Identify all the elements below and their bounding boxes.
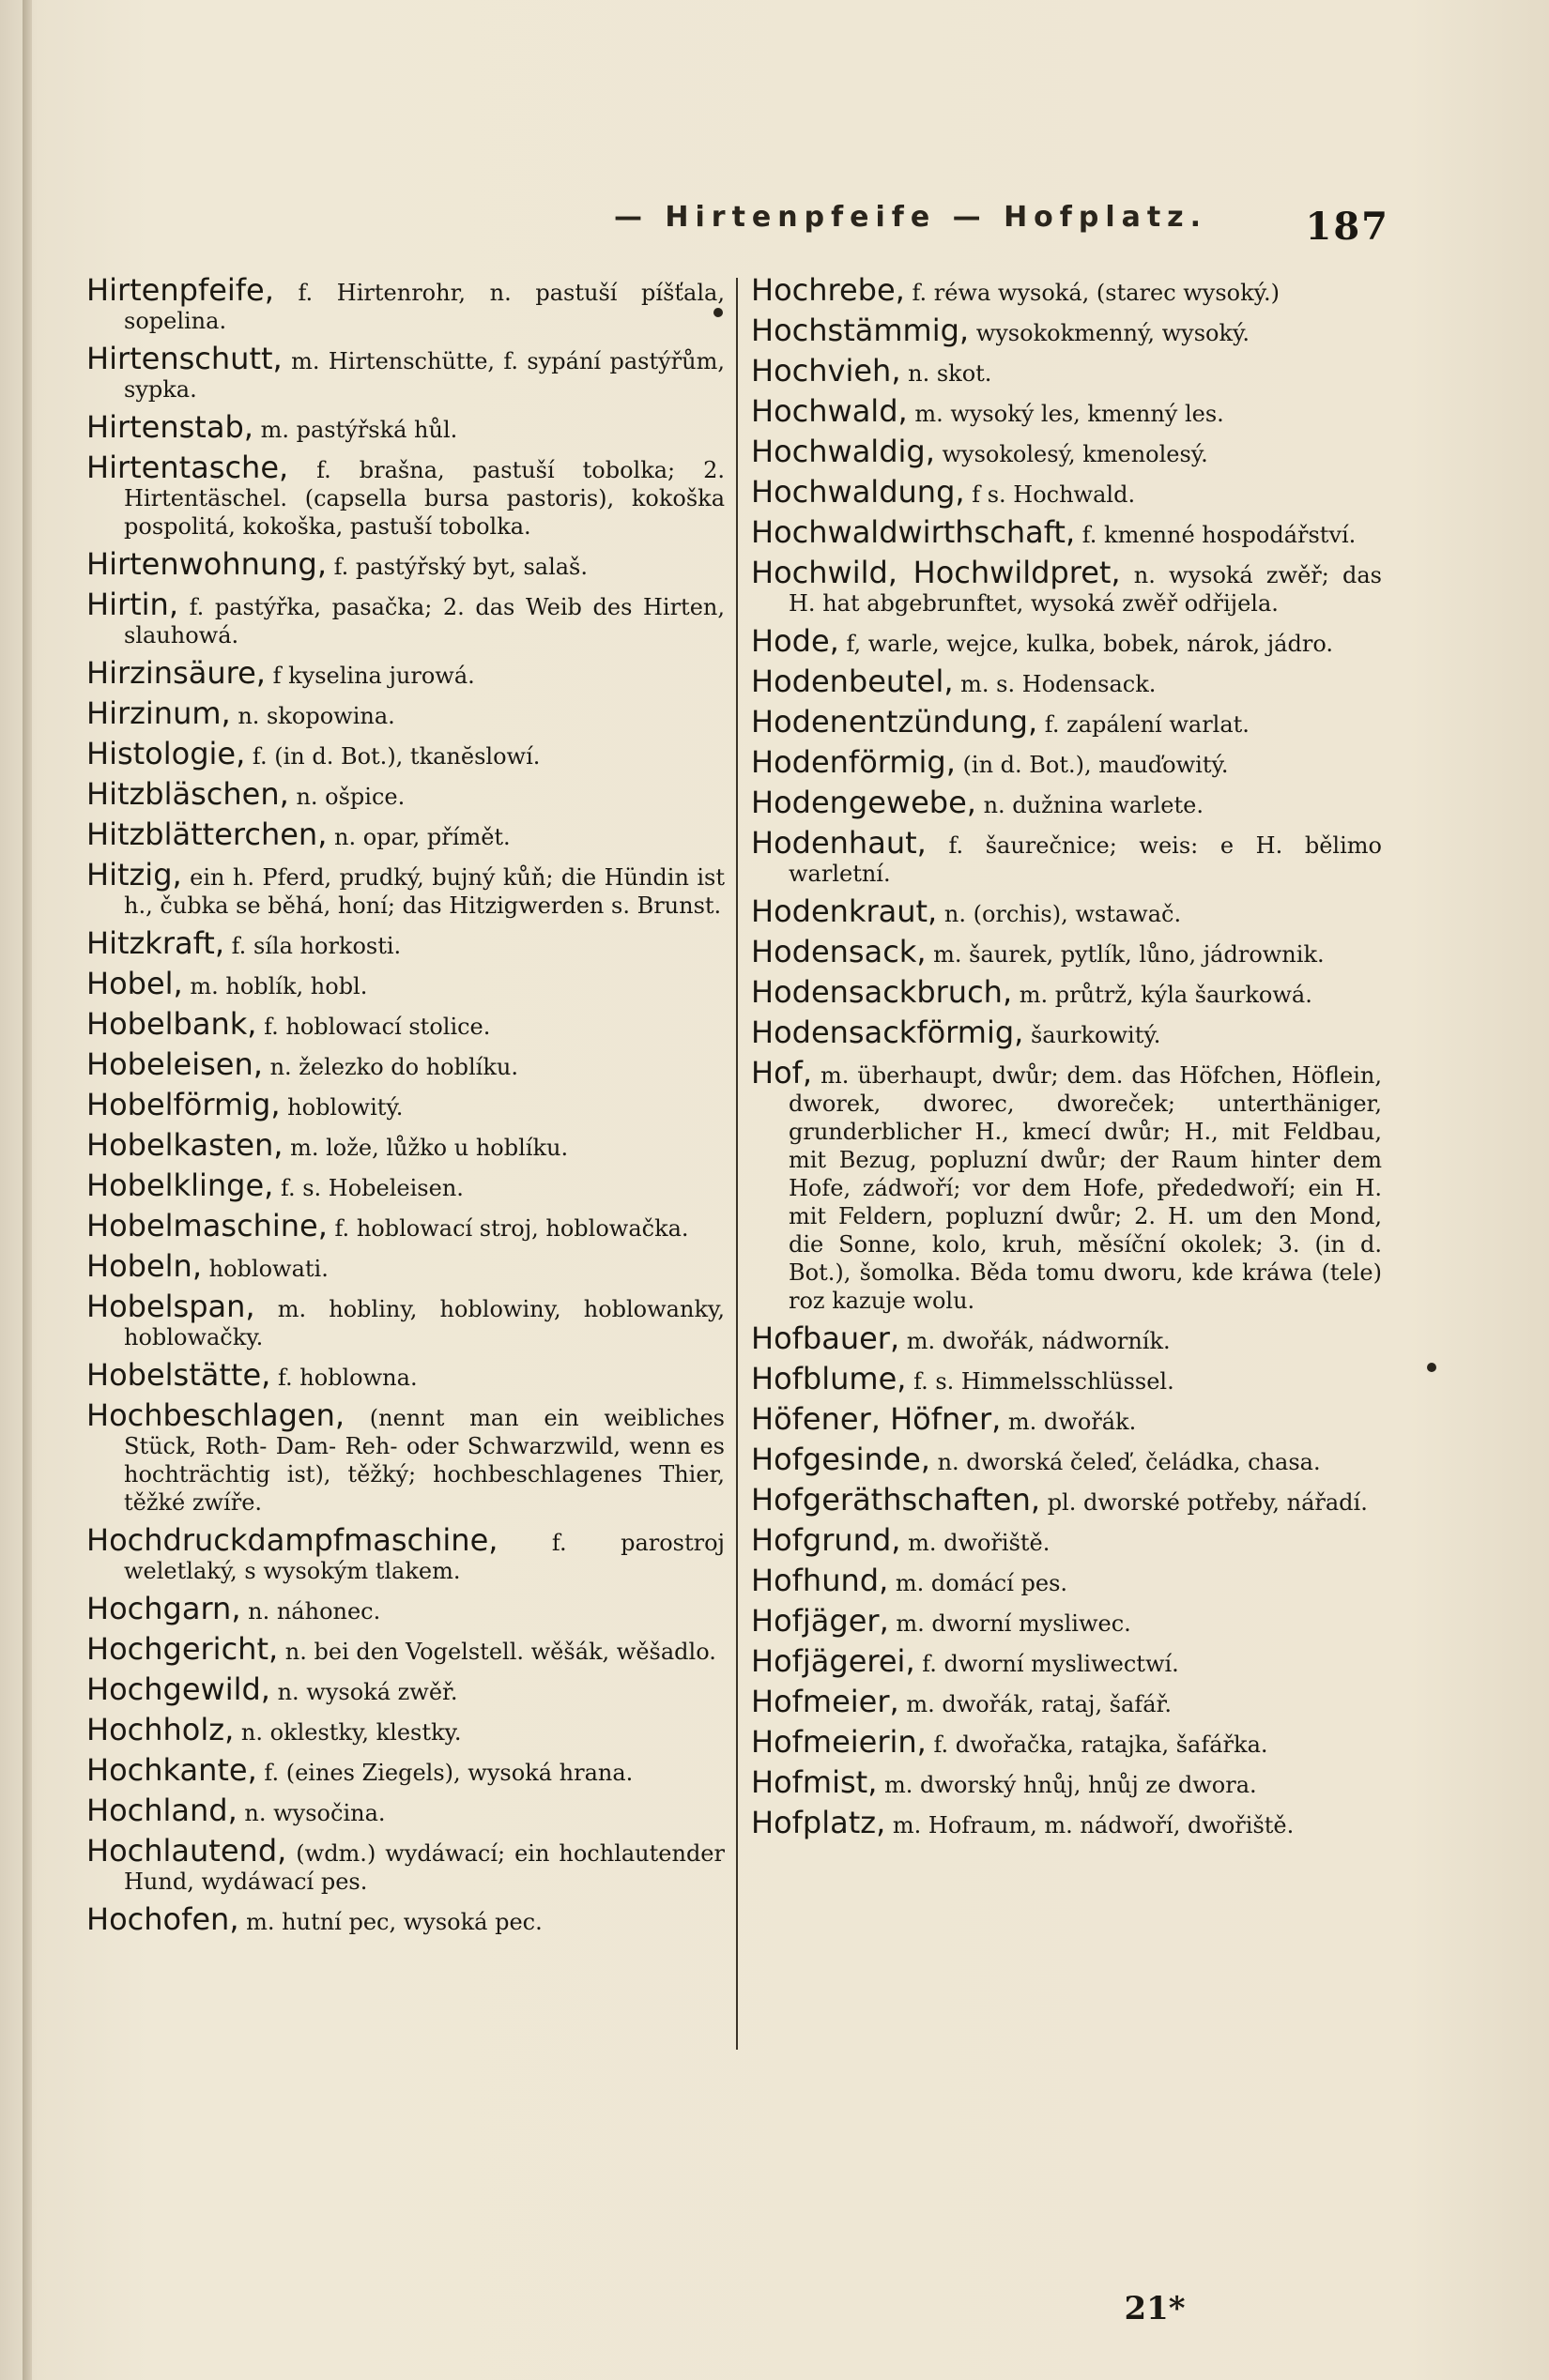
entry-headword: Hochbeschlagen, bbox=[86, 1397, 345, 1433]
dictionary-entry bbox=[751, 1055, 1382, 1315]
entry-definition: n. opar, přímět. bbox=[334, 824, 511, 850]
entry-definition: n. wysoká zwěř; das H. hat abgebrunftet, wysoká zwěř odřijela. bbox=[789, 562, 1382, 617]
dictionary-entry bbox=[86, 409, 725, 445]
entry-headword: Hodenkraut, bbox=[751, 893, 938, 929]
entry-definition: m. wysoký les, kmenný les. bbox=[914, 401, 1224, 427]
dictionary-entry bbox=[86, 1631, 725, 1667]
entry-headword: Hof, bbox=[751, 1055, 813, 1091]
left-column bbox=[86, 272, 726, 1945]
entry-definition: f. s. Himmelsschlüssel. bbox=[913, 1368, 1174, 1395]
entry-definition: f. zapálení warlat. bbox=[1044, 711, 1250, 738]
entry-definition: m. dworský hnůj, hnůj ze dwora. bbox=[884, 1772, 1257, 1798]
entry-headword: Hofmist, bbox=[751, 1764, 878, 1800]
entry-headword: Hobelbank, bbox=[86, 1006, 257, 1042]
entry-definition: f. réwa wysoká, (starec wysoký.) bbox=[912, 280, 1281, 306]
dictionary-entry bbox=[751, 704, 1382, 740]
entry-definition: m. Hofraum, m. nádwoří, dwořiště. bbox=[892, 1812, 1295, 1838]
dictionary-entry bbox=[86, 736, 725, 771]
entry-headword: Hirtenschutt, bbox=[86, 341, 283, 376]
entry-definition: f. kmenné hospodářství. bbox=[1081, 522, 1357, 548]
entry-headword: Hobelstätte, bbox=[86, 1357, 271, 1393]
dictionary-entry bbox=[751, 1320, 1382, 1356]
dictionary-entry bbox=[86, 587, 725, 649]
dictionary-entry bbox=[751, 1563, 1382, 1598]
right-column bbox=[751, 272, 1382, 1849]
dictionary-entry bbox=[86, 776, 725, 812]
entry-headword: Hobeln, bbox=[86, 1248, 202, 1284]
entry-headword: Hobelförmig, bbox=[86, 1087, 281, 1122]
entry-definition: (nennt man ein weibliches Stück, Roth- Dam- Reh- oder Schwarzwild, wenn es hochträchtig ist), těžký; hochbeschlagenes Thier, těžké zwíře. bbox=[124, 1405, 725, 1516]
entry-definition: m. domácí pes. bbox=[895, 1570, 1068, 1596]
entry-definition: m. průtrž, kýla šaurkowá. bbox=[1019, 982, 1312, 1008]
dictionary-entry bbox=[86, 1712, 725, 1747]
dictionary-entry bbox=[751, 555, 1382, 618]
entry-headword: Hofbauer, bbox=[751, 1320, 900, 1356]
dictionary-entry bbox=[751, 272, 1382, 308]
running-title: — Hirtenpfeife — Hofplatz. bbox=[613, 201, 1208, 234]
dictionary-entry bbox=[86, 1046, 725, 1082]
entry-definition: m. dwořiště. bbox=[908, 1530, 1051, 1556]
dictionary-entry bbox=[86, 1357, 725, 1393]
entry-definition: m. šaurek, pytlík, lůno, jádrownik. bbox=[933, 941, 1325, 968]
entry-headword: Hirtenpfeife, bbox=[86, 272, 274, 308]
entry-definition: m. dwořák, nádworník. bbox=[906, 1328, 1171, 1354]
entry-headword: Hofgeräthschaften, bbox=[751, 1482, 1041, 1518]
entry-definition: n. skopowina. bbox=[238, 703, 395, 729]
entry-definition: f s. Hochwald. bbox=[972, 481, 1136, 508]
dictionary-entry bbox=[751, 1482, 1382, 1518]
dictionary-entry bbox=[86, 1522, 725, 1585]
entry-headword: Hobelkasten, bbox=[86, 1127, 284, 1163]
entry-headword: Hofhund, bbox=[751, 1563, 889, 1598]
dictionary-entry bbox=[751, 1015, 1382, 1050]
dictionary-entry bbox=[751, 825, 1382, 888]
entry-definition: m. überhaupt, dwůr; dem. das Höfchen, Höflein, dworek, dworec, dworeček; unterthäniger, grunderblicher H., kmecí dwůr; H., mit Feldbau, mit Bezug, popluzní dwůr; der Raum hinter dem Hofe, zádwoří; vor dem Hofe, přededwoří; ein H. mit Feldern, popluzní dwůr; 2. H. um den Mond, die Sonne, kolo, kruh, měsíční okolek; 3. (in d. Bot.), šomolka. Běda tomu dworu, kde kráwa (tele) roz kazuje wolu. bbox=[789, 1062, 1382, 1314]
dictionary-entry bbox=[751, 785, 1382, 820]
entry-headword: Hochwald, bbox=[751, 393, 908, 429]
entry-headword: Hochholz, bbox=[86, 1712, 235, 1747]
entry-headword: Hochwild, Hochwildpret, bbox=[751, 555, 1121, 590]
entry-headword: Hobel, bbox=[86, 966, 183, 1001]
entry-headword: Hochgarn, bbox=[86, 1591, 241, 1626]
entry-headword: Hochrebe, bbox=[751, 272, 905, 308]
dictionary-entry bbox=[86, 816, 725, 852]
entry-definition: f. pastýřka, pasačka; 2. das Weib des Hirten, slauhowá. bbox=[124, 594, 725, 648]
entry-definition: n. ošpice. bbox=[296, 784, 406, 810]
entry-definition: f. pastýřský byt, salaš. bbox=[333, 554, 588, 580]
entry-headword: Hochland, bbox=[86, 1793, 238, 1828]
page-number: 187 bbox=[1305, 205, 1389, 249]
dictionary-entry bbox=[751, 434, 1382, 469]
entry-headword: Histologie, bbox=[86, 736, 246, 771]
entry-definition: wysokolesý, kmenolesý. bbox=[942, 441, 1208, 467]
entry-headword: Hofjäger, bbox=[751, 1603, 889, 1639]
dictionary-entry bbox=[751, 353, 1382, 389]
entry-definition: f kyselina jurowá. bbox=[272, 663, 475, 689]
entry-headword: Hofmeier, bbox=[751, 1684, 899, 1719]
dictionary-entry bbox=[86, 1397, 725, 1517]
entry-definition: m. dwořák, rataj, šafář. bbox=[906, 1691, 1172, 1717]
entry-definition: ein h. Pferd, prudký, bujný kůň; die Hündin ist h., čubka se běhá, honí; das Hitzigwerden s. Brunst. bbox=[124, 864, 726, 919]
entry-headword: Hobelspan, bbox=[86, 1289, 255, 1324]
entry-definition: m. hobliny, hoblowiny, hoblowanky, hoblowačky. bbox=[124, 1296, 725, 1350]
entry-headword: Hodensackförmig, bbox=[751, 1015, 1024, 1050]
dictionary-entry bbox=[751, 1603, 1382, 1639]
entry-headword: Hochkante, bbox=[86, 1752, 257, 1788]
entry-headword: Hochwaldwirthschaft, bbox=[751, 514, 1076, 550]
entry-headword: Hobelmaschine, bbox=[86, 1208, 328, 1243]
entry-headword: Hochlautend, bbox=[86, 1833, 287, 1869]
entry-definition: m. Hirtenschütte, f. sypání pastýřům, sypka. bbox=[124, 348, 725, 403]
dictionary-entry bbox=[751, 1361, 1382, 1396]
entry-headword: Hofplatz, bbox=[751, 1805, 886, 1840]
entry-headword: Hodenförmig, bbox=[751, 744, 956, 780]
entry-definition: m. dworní mysliwec. bbox=[896, 1610, 1131, 1637]
entry-definition: wysokokmenný, wysoký. bbox=[975, 320, 1250, 346]
ink-speck bbox=[713, 308, 723, 317]
entry-headword: Hofmeierin, bbox=[751, 1724, 927, 1760]
entry-definition: šaurkowitý. bbox=[1030, 1022, 1161, 1048]
entry-definition: f. (in d. Bot.), tkanĕslowí. bbox=[252, 743, 541, 770]
entry-definition: m. pastýřská hůl. bbox=[260, 417, 458, 443]
page-binding-edge bbox=[23, 0, 32, 2380]
entry-definition: n. bei den Vogelstell. wěšák, wěšadlo. bbox=[284, 1639, 716, 1665]
entry-headword: Hitzig, bbox=[86, 857, 182, 892]
entry-headword: Hirtentasche, bbox=[86, 450, 289, 485]
entry-headword: Hochstämmig, bbox=[751, 313, 970, 348]
entry-definition: m. lože, lůžko u hoblíku. bbox=[290, 1135, 569, 1161]
entry-definition: (in d. Bot.), mauďowitý. bbox=[962, 752, 1229, 778]
entry-definition: m. hoblík, hobl. bbox=[190, 973, 368, 999]
entry-definition: n. železko do hoblíku. bbox=[269, 1054, 518, 1080]
entry-definition: f. (eines Ziegels), wysoká hrana. bbox=[264, 1760, 634, 1786]
dictionary-entry bbox=[751, 934, 1382, 969]
entry-headword: Hofgrund, bbox=[751, 1522, 901, 1558]
dictionary-entry bbox=[751, 1522, 1382, 1558]
entry-definition: f, warle, wejce, kulka, bobek, nárok, jádro. bbox=[846, 631, 1333, 657]
entry-headword: Hitzblätterchen, bbox=[86, 816, 328, 852]
entry-definition: m. dwořák. bbox=[1007, 1409, 1137, 1435]
entry-headword: Hode, bbox=[751, 623, 839, 659]
dictionary-entry bbox=[751, 1724, 1382, 1760]
dictionary-entry bbox=[86, 1833, 725, 1896]
dictionary-entry bbox=[751, 623, 1382, 659]
dictionary-entry bbox=[751, 514, 1382, 550]
entry-definition: n. dužnina warlete. bbox=[983, 792, 1204, 818]
entry-definition: f. parostroj weletlaký, s wysokým tlakem. bbox=[124, 1530, 725, 1584]
entry-definition: n. dworská čeleď, čeládka, chasa. bbox=[937, 1449, 1321, 1475]
entry-headword: Hochvieh, bbox=[751, 353, 901, 389]
entry-definition: f. šaurečnice; weis: e H. bělimo warletní. bbox=[789, 832, 1382, 887]
entry-definition: f. Hirtenrohr, n. pastuší píšťala, sopelina. bbox=[124, 280, 725, 334]
dictionary-entry bbox=[86, 695, 725, 731]
dictionary-entry bbox=[86, 1591, 725, 1626]
dictionary-entry bbox=[751, 1401, 1382, 1437]
dictionary-entry bbox=[86, 1671, 725, 1707]
entry-headword: Hodenhaut, bbox=[751, 825, 927, 861]
dictionary-entry bbox=[86, 1167, 725, 1203]
dictionary-entry bbox=[751, 1643, 1382, 1679]
entry-definition: n. náhonec. bbox=[248, 1598, 381, 1625]
entry-definition: hoblowati. bbox=[208, 1256, 329, 1282]
entry-headword: Hochwaldung, bbox=[751, 474, 965, 510]
entry-headword: Hitzkraft, bbox=[86, 925, 225, 961]
entry-definition: (wdm.) wydáwací; ein hochlautender Hund, wydáwací pes. bbox=[124, 1840, 725, 1895]
dictionary-entry bbox=[86, 655, 725, 691]
dictionary-entry bbox=[86, 272, 725, 335]
entry-definition: hoblowitý. bbox=[287, 1094, 404, 1121]
dictionary-entry bbox=[86, 1289, 725, 1351]
dictionary-entry bbox=[86, 966, 725, 1001]
dictionary-entry bbox=[86, 1901, 725, 1937]
ink-speck bbox=[1427, 1363, 1436, 1372]
entry-definition: m. hutní pec, wysoká pec. bbox=[246, 1909, 543, 1935]
entry-headword: Hodensackbruch, bbox=[751, 974, 1013, 1010]
entry-headword: Hirzinsäure, bbox=[86, 655, 266, 691]
entry-definition: f. s. Hobeleisen. bbox=[280, 1175, 464, 1201]
entry-headword: Hodenbeutel, bbox=[751, 664, 954, 699]
entry-definition: pl. dworské potřeby, nářadí. bbox=[1047, 1489, 1368, 1516]
dictionary-entry bbox=[751, 474, 1382, 510]
dictionary-entry bbox=[751, 1684, 1382, 1719]
dictionary-entry bbox=[751, 1805, 1382, 1840]
entry-headword: Hodenentzündung, bbox=[751, 704, 1038, 740]
entry-headword: Hofjägerei, bbox=[751, 1643, 915, 1679]
entry-headword: Hodengewebe, bbox=[751, 785, 976, 820]
entry-definition: n. wysoká zwěř. bbox=[277, 1679, 458, 1705]
signature-mark: 21* bbox=[1124, 2290, 1186, 2327]
dictionary-entry bbox=[751, 744, 1382, 780]
entry-definition: f. hoblowací stroj, hoblowačka. bbox=[334, 1215, 689, 1242]
entry-definition: f. hoblowací stolice. bbox=[264, 1014, 491, 1040]
entry-headword: Hobelklinge, bbox=[86, 1167, 274, 1203]
dictionary-entry bbox=[751, 974, 1382, 1010]
entry-headword: Hofgesinde, bbox=[751, 1442, 930, 1477]
entry-headword: Hodensack, bbox=[751, 934, 927, 969]
entry-headword: Hirtenwohnung, bbox=[86, 546, 327, 582]
dictionary-entry bbox=[86, 857, 726, 920]
entry-headword: Hochgewild, bbox=[86, 1671, 270, 1707]
dictionary-entry bbox=[751, 664, 1382, 699]
entry-headword: Hochofen, bbox=[86, 1901, 239, 1937]
dictionary-entry bbox=[86, 1127, 725, 1163]
entry-headword: Hochwaldig, bbox=[751, 434, 935, 469]
entry-definition: f. hoblowna. bbox=[277, 1365, 418, 1391]
dictionary-entry bbox=[751, 1442, 1382, 1477]
entry-headword: Hobeleisen, bbox=[86, 1046, 263, 1082]
entry-headword: Hochdruckdampfmaschine, bbox=[86, 1522, 498, 1558]
entry-headword: Höfener, Höfner, bbox=[751, 1401, 1002, 1437]
entry-definition: n. wysočina. bbox=[244, 1800, 386, 1826]
dictionary-entry bbox=[751, 393, 1382, 429]
entry-headword: Hirzinum, bbox=[86, 695, 231, 731]
dictionary-entry bbox=[86, 1006, 725, 1042]
dictionary-entry bbox=[86, 1752, 725, 1788]
dictionary-entry bbox=[86, 1087, 725, 1122]
entry-definition: n. oklestky, klestky. bbox=[240, 1719, 462, 1746]
entry-definition: n. (orchis), wstawač. bbox=[943, 901, 1182, 927]
dictionary-entry bbox=[86, 546, 725, 582]
dictionary-entry bbox=[86, 341, 725, 404]
entry-headword: Hitzbläschen, bbox=[86, 776, 289, 812]
dictionary-entry bbox=[751, 893, 1382, 929]
entry-headword: Hofblume, bbox=[751, 1361, 907, 1396]
dictionary-entry bbox=[86, 1793, 725, 1828]
entry-headword: Hirtenstab, bbox=[86, 409, 253, 445]
dictionary-entry bbox=[86, 925, 725, 961]
entry-definition: f. síla horkosti. bbox=[231, 933, 402, 959]
entry-definition: f. dworní mysliwectwí. bbox=[922, 1651, 1179, 1677]
entry-headword: Hirtin, bbox=[86, 587, 178, 622]
dictionary-entry bbox=[86, 1208, 725, 1243]
dictionary-entry bbox=[86, 450, 725, 541]
entry-headword: Hochgericht, bbox=[86, 1631, 279, 1667]
column-divider bbox=[736, 278, 738, 2050]
entry-definition: n. skot. bbox=[908, 360, 992, 387]
dictionary-entry bbox=[751, 313, 1382, 348]
dictionary-entry bbox=[86, 1248, 725, 1284]
dictionary-entry bbox=[751, 1764, 1382, 1800]
entry-definition: f. brašna, pastuší tobolka; 2. Hirtentäschel. (capsella bursa pastoris), kokoška pospolitá, kokoška, pastuší tobolka. bbox=[124, 457, 725, 540]
entry-definition: f. dwořačka, ratajka, šafářka. bbox=[933, 1732, 1268, 1758]
entry-definition: m. s. Hodensack. bbox=[960, 671, 1157, 697]
